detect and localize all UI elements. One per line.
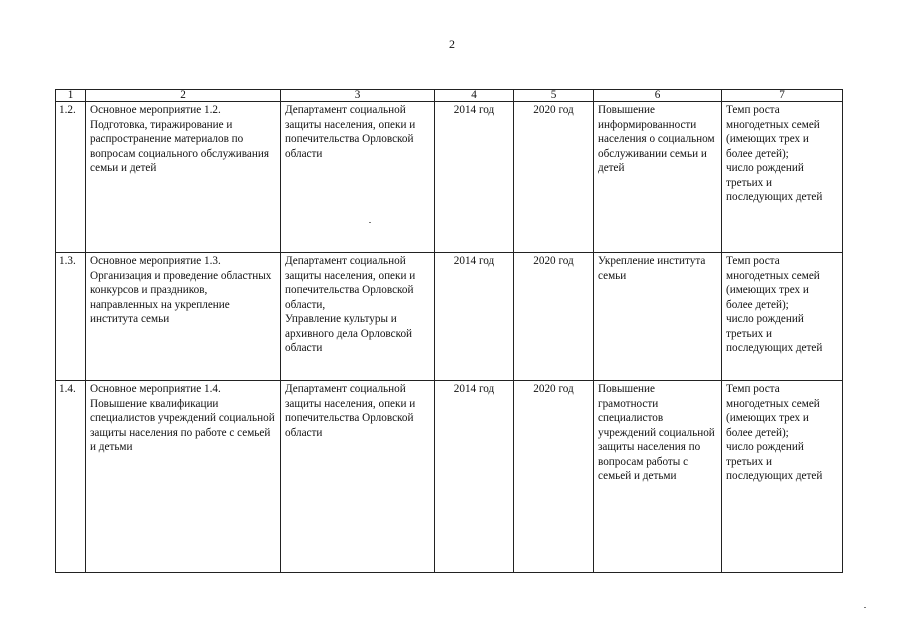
table-row bbox=[56, 253, 843, 381]
column-number: 1 bbox=[56, 90, 86, 102]
start-year-cell: 2014 год bbox=[435, 253, 514, 381]
start-year-cell: 2014 год bbox=[435, 381, 514, 573]
column-number: 3 bbox=[281, 90, 435, 102]
executor-cell: Департамент социальной защиты населения, опеки и попечительства Орловской области bbox=[281, 102, 435, 253]
page-number: 2 bbox=[449, 37, 455, 51]
column-number: 7 bbox=[722, 90, 843, 102]
table-row bbox=[56, 102, 843, 253]
expected-result-cell: Повышение грамотности специалистов учреждений социальной защиты населения по вопросам работы с семьей и детьми bbox=[594, 381, 722, 573]
expected-result-cell: Повышение информированности населения о социальном обслуживании семьи и детей bbox=[594, 102, 722, 253]
executor-cell: Департамент социальной защиты населения, опеки и попечительства Орловской области, Управление культуры и архивного дела Орловской области bbox=[281, 253, 435, 381]
scan-speck bbox=[369, 222, 371, 223]
row-number: 1.4. bbox=[56, 381, 86, 573]
end-year-cell: 2020 год bbox=[514, 102, 594, 253]
scan-speck bbox=[864, 607, 866, 608]
column-number: 6 bbox=[594, 90, 722, 102]
end-year-cell: 2020 год bbox=[514, 253, 594, 381]
column-number: 5 bbox=[514, 90, 594, 102]
measure-cell: Основное мероприятие 1.2. Подготовка, тиражирование и распространение материалов по вопросам социального обслуживания семьи и детей bbox=[86, 102, 281, 253]
program-measures-table bbox=[55, 89, 843, 573]
measure-cell: Основное мероприятие 1.3. Организация и проведение областных конкурсов и праздников, направленных на укрепление института семьи bbox=[86, 253, 281, 381]
indicators-cell: Темп роста многодетных семей (имеющих трех и более детей); число рождений третьих и последующих детей bbox=[722, 102, 843, 253]
column-number: 4 bbox=[435, 90, 514, 102]
column-number-row bbox=[56, 90, 843, 102]
table-row bbox=[56, 381, 843, 573]
start-year-cell: 2014 год bbox=[435, 102, 514, 253]
column-number: 2 bbox=[86, 90, 281, 102]
executor-cell: Департамент социальной защиты населения, опеки и попечительства Орловской области bbox=[281, 381, 435, 573]
row-number: 1.3. bbox=[56, 253, 86, 381]
measure-cell: Основное мероприятие 1.4. Повышение квалификации специалистов учреждений социальной защиты населения по работе с семьей и детьми bbox=[86, 381, 281, 573]
expected-result-cell: Укрепление института семьи bbox=[594, 253, 722, 381]
indicators-cell: Темп роста многодетных семей (имеющих трех и более детей); число рождений третьих и последующих детей bbox=[722, 253, 843, 381]
indicators-cell: Темп роста многодетных семей (имеющих трех и более детей); число рождений третьих и последующих детей bbox=[722, 381, 843, 573]
end-year-cell: 2020 год bbox=[514, 381, 594, 573]
row-number: 1.2. bbox=[56, 102, 86, 253]
